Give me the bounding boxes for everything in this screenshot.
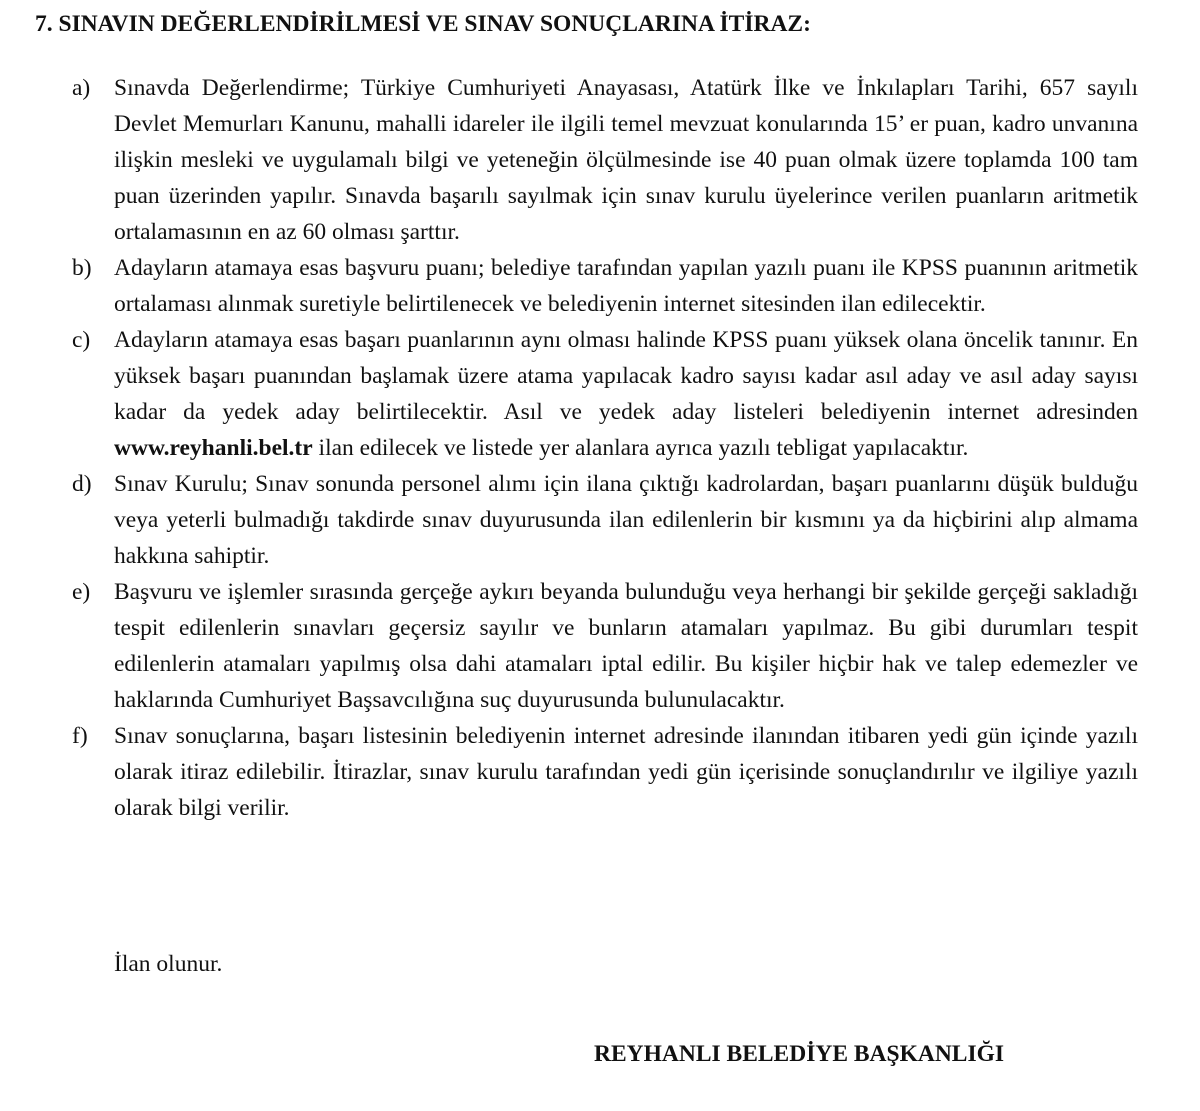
- item-text: [114, 322, 1138, 466]
- municipality-website-url: www.reyhanli.bel.tr: [114, 435, 313, 461]
- item-marker: c): [72, 327, 91, 353]
- closing-statement: İlan olunur.: [114, 951, 223, 977]
- section-heading: 7. SINAVIN DEĞERLENDİRİLMESİ VE SINAV SONUÇLARINA İTİRAZ:: [35, 11, 811, 37]
- item-text: Sınav sonuçlarına, başarı listesinin belediyenin internet adresinde ilanından itibaren yedi gün içinde yazılı olarak itiraz edilebilir. İtirazlar, sınav kurulu tarafından yedi gün içerisinde sonuçlandırılır ve ilgiliye yazılı olarak bilgi verilir.: [114, 723, 1138, 821]
- item-marker: a): [72, 75, 91, 101]
- list-item-e: [68, 574, 1138, 718]
- item-marker: f): [72, 723, 88, 749]
- signature-authority: REYHANLI BELEDİYE BAŞKANLIĞI: [594, 1041, 1005, 1067]
- list-item-f: [68, 718, 1138, 826]
- item-text: Adayların atamaya esas başvuru puanı; belediye tarafından yapılan yazılı puanı ile KPSS puanının aritmetik ortalaması alınmak suretiyle belirtilenecek ve belediyenin internet sitesinden ilan edilecektir.: [114, 255, 1138, 317]
- item-text-before-url: Adayların atamaya esas başarı puanlarının aynı olması halinde KPSS puanı yüksek olana öncelik tanınır. En yüksek başarı puanından başlamak üzere atama yapılacak kadro sayısı kadar asıl aday ve asıl aday sayısı kadar da yedek aday belirtilecektir. Asıl ve yedek aday listeleri belediyenin internet adresinden: [114, 327, 1138, 425]
- list-item-c: [68, 322, 1138, 466]
- item-marker: b): [72, 255, 92, 281]
- item-text: Sınavda Değerlendirme; Türkiye Cumhuriyeti Anayasası, Atatürk İlke ve İnkılapları Tarihi, 657 sayılı Devlet Memurları Kanunu, mahalli idareler ile ilgili temel mevzuat konularında 15’ er puan, kadro unvanına ilişkin mesleki ve uygulamalı bilgi ve yeteneğin ölçülmesinde ise 40 puan olmak üzere toplamda 100 tam puan üzerinden yapılır. Sınavda başarılı sayılmak için sınav kurulu üyelerince verilen puanların aritmetik ortalamasının en az 60 olması şarttır.: [114, 75, 1138, 245]
- item-text: Başvuru ve işlemler sırasında gerçeğe aykırı beyanda bulunduğu veya herhangi bir şekilde gerçeği sakladığı tespit edilenlerin sınavları geçersiz sayılır ve bunların atamaları yapılmaz. Bu gibi durumları tespit edilenlerin atamaları yapılmış olsa dahi atamaları iptal edilir. Bu kişiler hiçbir hak ve talep edemezler ve haklarında Cumhuriyet Başsavcılığına suç duyurusunda bulunulacaktır.: [114, 579, 1138, 713]
- item-marker: e): [72, 579, 91, 605]
- item-text-after-url: ilan edilecek ve listede yer alanlara ayrıca yazılı tebligat yapılacaktır.: [318, 435, 969, 461]
- item-marker: d): [72, 471, 92, 497]
- list-item-a: [68, 70, 1138, 250]
- evaluation-items-list: [68, 70, 1138, 826]
- list-item-b: [68, 250, 1138, 322]
- list-item-d: [68, 466, 1138, 574]
- item-text: Sınav Kurulu; Sınav sonunda personel alımı için ilana çıktığı kadrolardan, başarı puanlarını düşük bulduğu veya yeterli bulmadığı takdirde sınav duyurusunda ilan edilenlerin bir kısmını ya da hiçbirini alıp almama hakkına sahiptir.: [114, 471, 1138, 569]
